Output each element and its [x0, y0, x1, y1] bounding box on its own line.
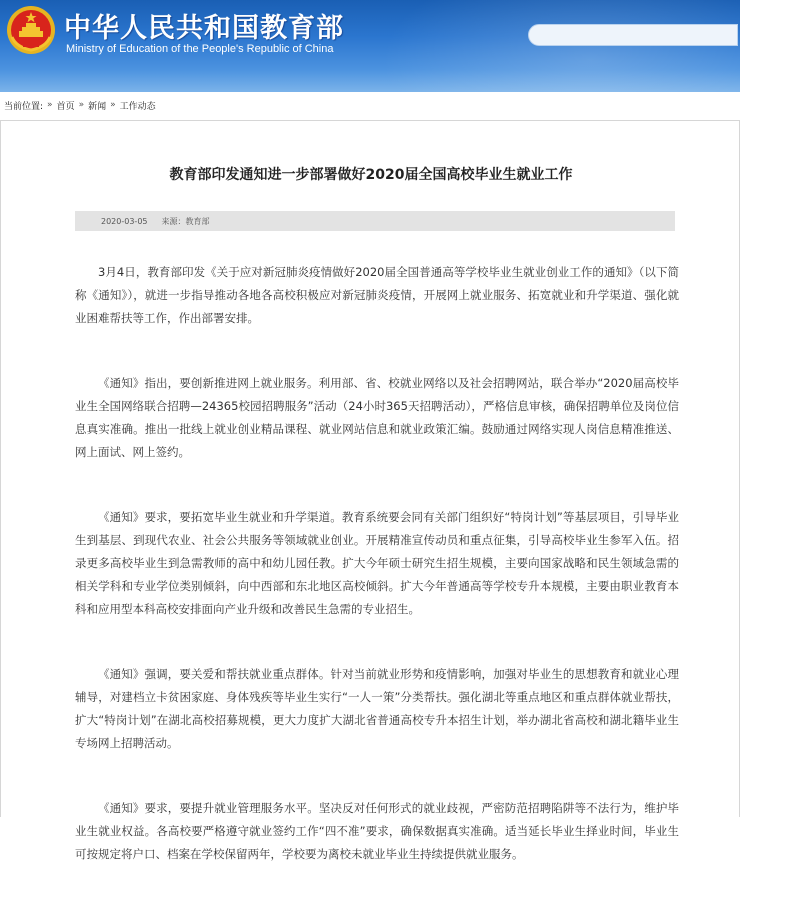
- breadcrumb-home-link[interactable]: 首页: [56, 101, 75, 112]
- article-paragraph: 《通知》要求，要提升就业管理服务水平。坚决反对任何形式的就业歧视，严密防范招聘陷阱等不法行为，维护毕业生就业权益。各高校要严格遵守就业签约工作“四不准”要求，确保数据真实准确。适当延长毕业生择业时间，毕业生可按规定将户口、档案在学校保留两年，学校要为离校未就业毕业生持续提供就业服务。: [75, 801, 679, 861]
- article-date: 2020-03-05: [101, 216, 148, 226]
- breadcrumb: [4, 98, 156, 112]
- article-body: [75, 261, 679, 908]
- breadcrumb-label: 当前位置:: [4, 101, 44, 112]
- article-paragraph: 《通知》强调，要关爱和帮扶就业重点群体。针对当前就业形势和疫情影响，加强对毕业生的思想教育和就业心理辅导，对建档立卡贫困家庭、身体残疾等毕业生实行“一人一策”分类帮扶。强化湖北等重点地区和重点群体就业帮扶，扩大“特岗计划”在湖北高校招募规模，更大力度扩大湖北省普通高校专升本招生计划，举办湖北省高校和湖北籍毕业生专场网上招聘活动。: [75, 667, 679, 750]
- site-title-english: Ministry of Education of the People's Republic of China: [66, 43, 334, 55]
- breadcrumb-separator: »: [110, 100, 116, 110]
- site-header: [0, 0, 740, 92]
- breadcrumb-separator: »: [78, 100, 85, 110]
- search-input[interactable]: [529, 26, 737, 46]
- article-title: 教育部印发通知进一步部署做好2020届全国高校毕业生就业工作: [169, 167, 573, 183]
- article-meta-bar: [75, 211, 675, 231]
- breadcrumb-current[interactable]: 工作动态: [119, 101, 156, 112]
- search-box[interactable]: [528, 24, 738, 46]
- article-source: 来源：教育部: [161, 216, 210, 226]
- breadcrumb-separator: »: [47, 100, 53, 110]
- article-paragraph: 《通知》要求，要拓宽毕业生就业和升学渠道。教育系统要会同有关部门组织好“特岗计划”等基层项目，引导毕业生到基层、到现代农业、社会公共服务等领域就业创业。开展精准宣传动员和重点征集，引导高校毕业生参军入伍。招录更多高校毕业生到急需教师的高中和幼儿园任教。扩大今年硕士研究生招生规模，主要向国家战略和民生领域急需的相关学科和专业学位类别倾斜，向中西部和东北地区高校倾斜。扩大今年普通高等学校专升本规模，主要由职业教育本科和应用型本科高校安排面向产业升级和改善民生急需的专业招生。: [75, 510, 679, 616]
- national-emblem-icon[interactable]: [6, 5, 56, 55]
- article-panel: [0, 120, 740, 861]
- breadcrumb-news-link[interactable]: 新闻: [88, 101, 107, 112]
- article-paragraph: 《通知》指出，要创新推进网上就业服务。利用部、省、校就业网络以及社会招聘网站，联合举办“2020届高校毕业生全国网络联合招聘—24365校园招聘服务”活动（24小时365天招聘活动），严格信息审核，确保招聘单位及岗位信息真实准确。推出一批线上就业创业精品课程、就业网站信息和就业政策汇编。鼓励通过网络实现人岗信息精准推送、网上面试、网上签约。: [75, 376, 679, 459]
- site-title-chinese[interactable]: 中华人民共和国教育部: [64, 13, 344, 44]
- article-paragraph: 3月4日，教育部印发《关于应对新冠肺炎疫情做好2020届全国普通高等学校毕业生就业创业工作的通知》（以下简称《通知》），就进一步指导推动各地各高校积极应对新冠肺炎疫情，开展网上就业服务、拓宽就业和升学渠道、强化就业困难帮扶等工作，作出部署安排。: [75, 265, 679, 325]
